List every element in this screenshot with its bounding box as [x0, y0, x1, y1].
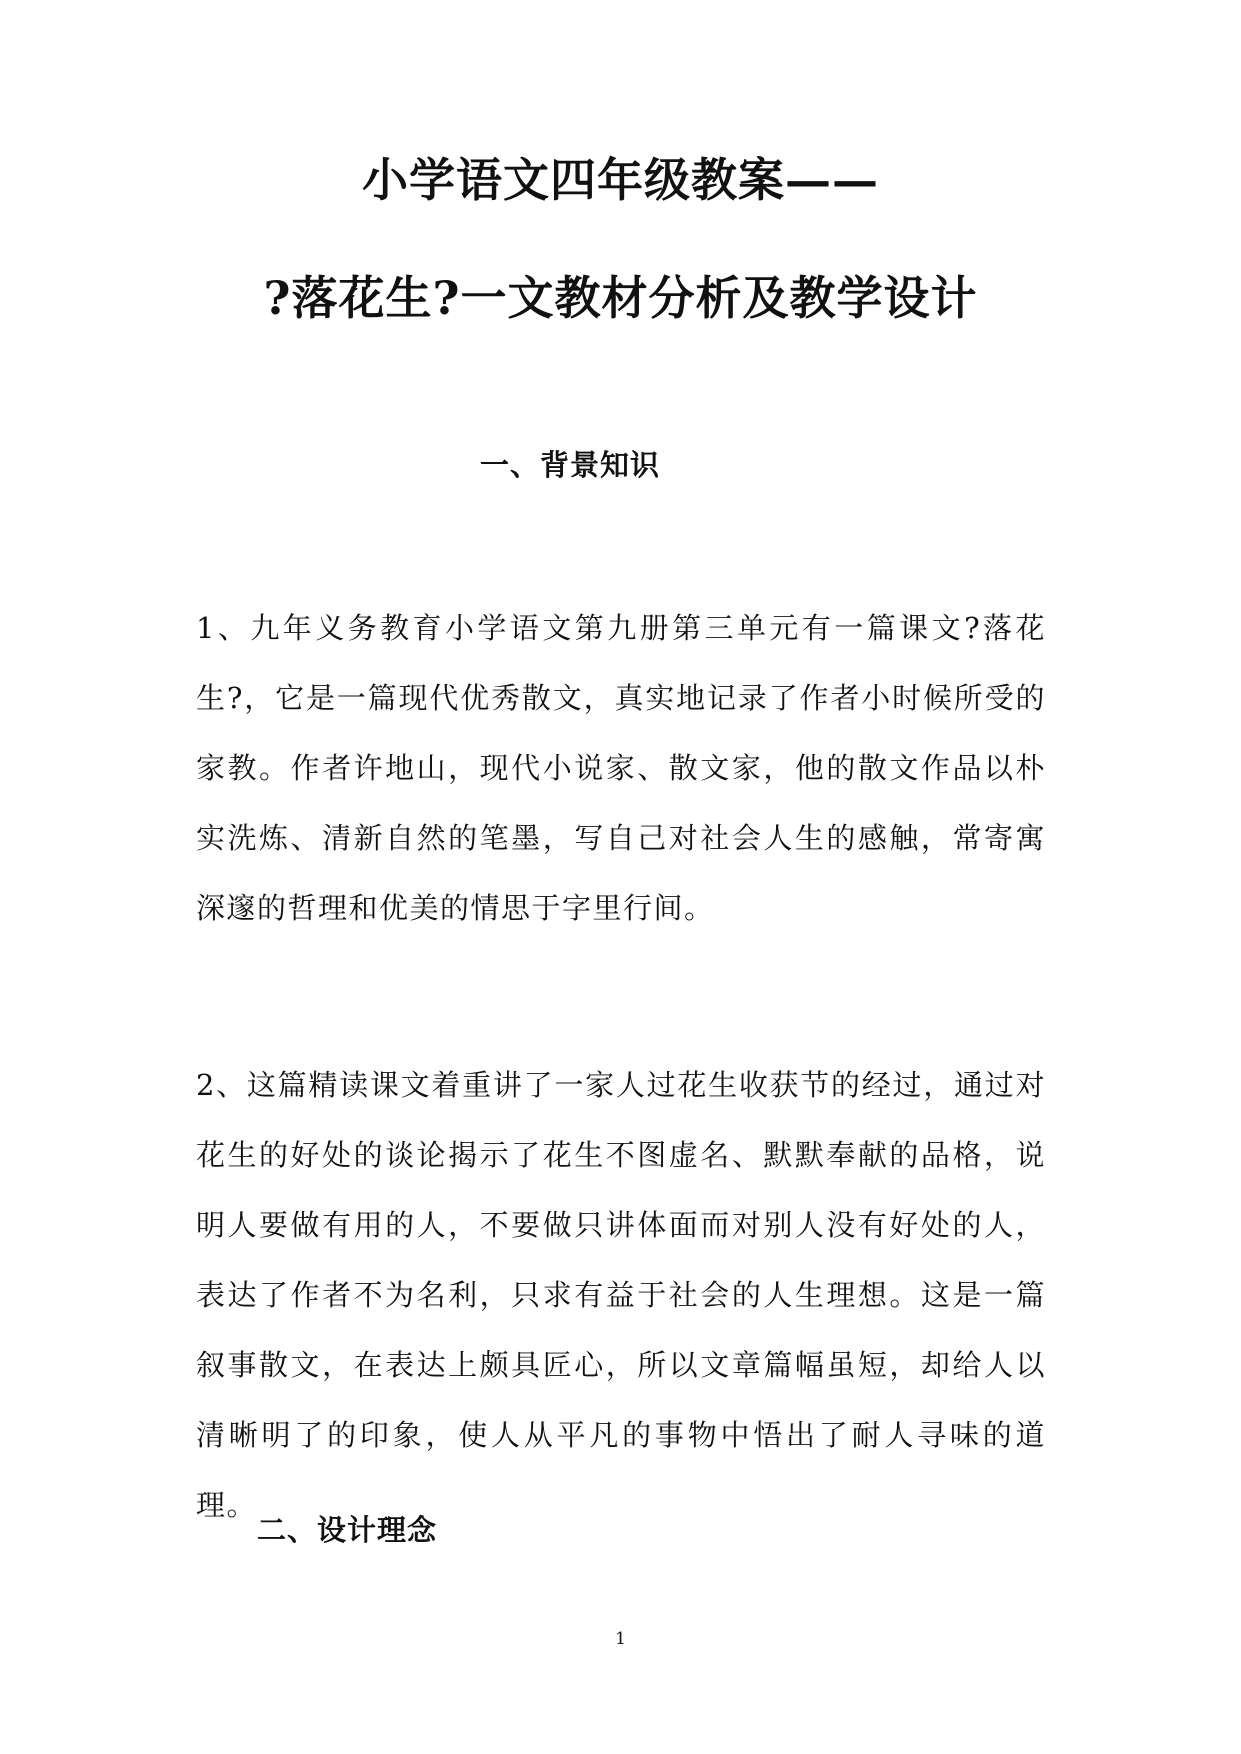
paragraph-2: 2、这篇精读课文着重讲了一家人过花生收获节的经过，通过对花生的好处的谈论揭示了花生不图虚名、默默奉献的品格，说明人要做有用的人，不要做只讲体面而对别人没有好处的人，表达了作者不为名利，只求有益于社会的人生理想。这是一篇叙事散文，在表达上颇具匠心，所以文章篇幅虽短，却给人以清晰明了的印象，使人从平凡的事物中悟出了耐人寻味的道理。 [196, 1068, 1046, 1522]
paragraph-1: 1、九年义务教育小学语文第九册第三单元有一篇课文?落花生?，它是一篇现代优秀散文，真实地记录了作者小时候所受的家教。作者许地山，现代小说家、散文家，他的散文作品以朴实洗炼、清新自然的笔墨，写自己对社会人生的感触，常寄寓深邃的哲理和优美的情思于字里行间。 [196, 611, 1046, 925]
document-title-line-1: 小学语文四年级教案—— [362, 153, 879, 207]
section-heading-design-concept: 二、设计理念 [257, 1513, 438, 1547]
section-heading-background: 一、背景知识 [480, 448, 661, 482]
document-title-line-2: ?落花生?一文教材分析及教学设计 [263, 271, 978, 325]
page-number: 1 [615, 1629, 626, 1649]
